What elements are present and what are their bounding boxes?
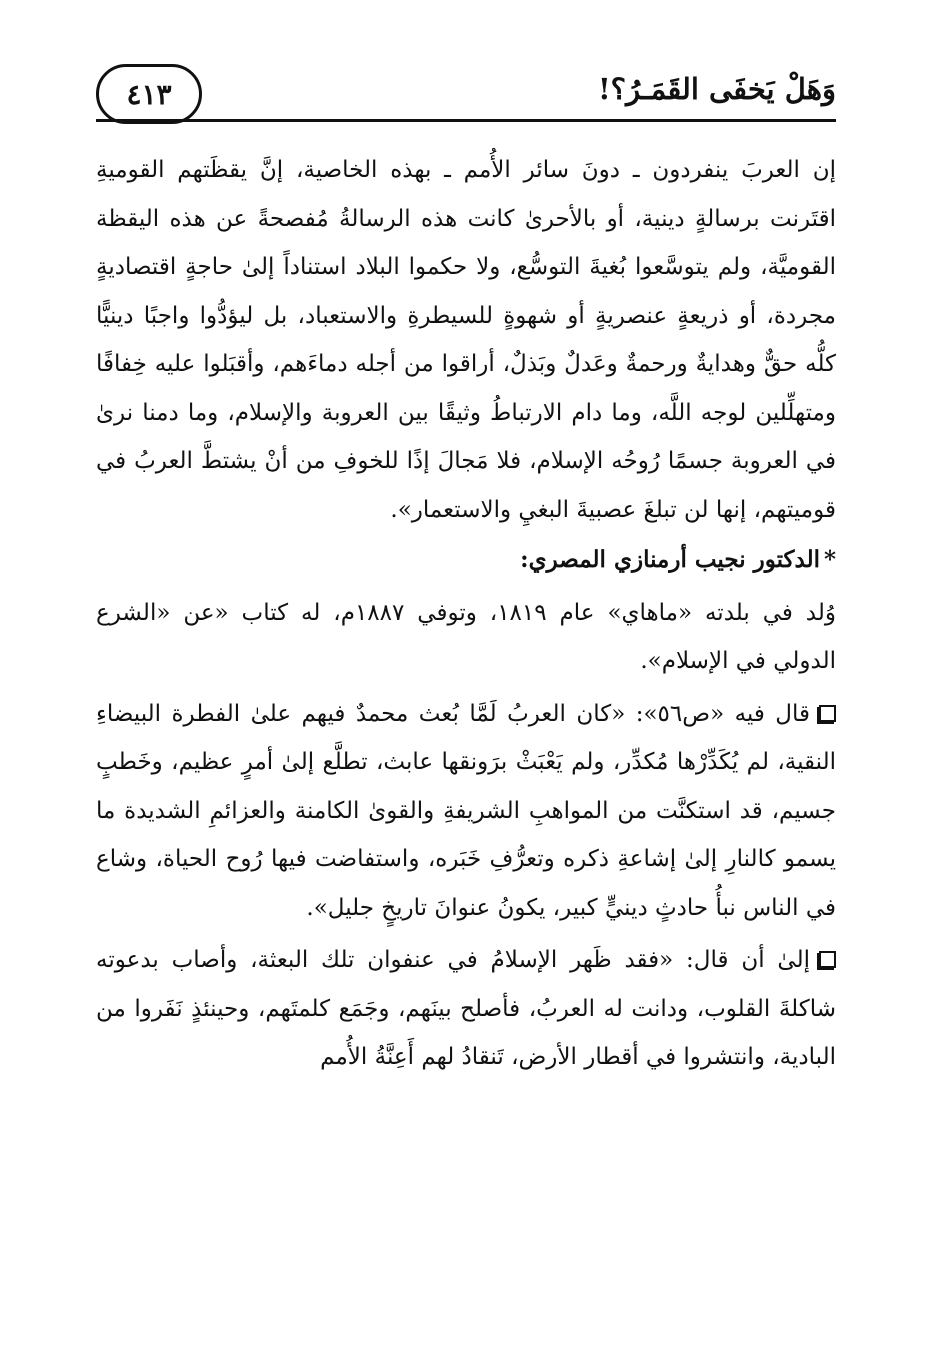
text-line: قال فيه «ص٥٦»: «كان العربُ لَمَّا بُعث محمدٌ فيهم علىٰ الفطرة (171, 700, 811, 727)
page-body (96, 146, 836, 1082)
text-line: حاجةٍ اقتصاديةٍ مجردة، أو ذريعةٍ عنصريةٍ أو شهوةٍ للسيطرةِ والاستعباد، (96, 254, 837, 329)
text-line: البغيِ والاستعمار». (390, 496, 570, 523)
text-line: عنوانَ تاريخٍ جليل». (306, 894, 491, 921)
text-line: واستفاضت فيها رُوح الحياة، وشاع في الناس نبأُ حادثٍ دينيٍّ كبير، يكونُ (96, 846, 836, 921)
square-bullet-icon (819, 705, 836, 722)
paragraph-4 (96, 936, 836, 1082)
text-line: عظيم، وخَطبٍ جسيم، قد استكنَّت من المواهبِ الشريفةِ والقوىٰ الكامنة (96, 749, 837, 824)
text-line: اقتَرنت برسالةٍ دينية، أو بالأحرىٰ كانت هذه الرسالةُ مُفصحةً عن هذه (169, 205, 836, 232)
text-line: دماءَهم، وأقبَلوا عليه خِفافًا ومتهلِّلين لوجه اللَّه، وما دام الارتباطُ وثيقًا (96, 351, 836, 426)
star-bullet-icon: * (823, 546, 836, 573)
text-line: وُلد في بلدته «ماهاي» عام ١٨١٩، وتوفي ١٨٨٧م، له كتاب «عن (183, 599, 836, 626)
text-line: مَجالَ إذًا للخوفِ من أنْ يشتطَّ العربُ في قوميتهم، إنها لن تبلغَ عصبيةَ (96, 448, 836, 523)
paragraph-1 (96, 146, 836, 534)
page-number: ٤١٣ (126, 77, 172, 111)
text-line: والعزائمِ الشديدة ما يسمو كالنارِ إلىٰ إشاعةِ ذكره وتعرُّفِ خَبَره، (96, 797, 837, 872)
text-line: إن العربَ ينفردون ـ دونَ سائر الأُمم ـ بهذه الخاصية، إنَّ يقظَتهم القوميةِ (96, 157, 836, 183)
text-line: بدعوته شاكلةَ القلوب، ودانت له العربُ، فأصلح بينَهم، وجَمَع كلمتَهم، (96, 947, 836, 1022)
page-header (96, 62, 836, 122)
header-rule (96, 119, 836, 122)
text-line: بل ليؤدُّوا واجبًا دينيًّا كلُّه حقٌّ وهدايةٌ ورحمةٌ وعَدلٌ وبَذلٌ، أراقوا من أجله (96, 302, 837, 377)
running-title: وَهَلْ يَخفَى القَمَـرُ؟! (597, 72, 836, 106)
text-line: اليقظة القوميَّة، ولم يتوسَّعوا بُغيةَ التوسُّع، ولا حكموا البلاد استناداً إلىٰ (96, 205, 837, 280)
text-line: بين العروبة والإسلام، وما دمنا نرىٰ في العروبة جسمًا رُوحُه الإسلام، فلا (96, 399, 837, 474)
page-number-badge (96, 64, 202, 124)
text-line: البيضاءِ النقية، لم يُكَدِّرْها مُكدِّر، ولم يَعْبَثْ برَونقها عابث، تطلَّع إلىٰ أمرٍ (96, 700, 836, 775)
square-bullet-icon (819, 951, 836, 968)
text-line: إلىٰ أن قال: «فقد ظَهر الإسلامُ في عنفوان تلك البعثة، وأصاب (171, 947, 810, 973)
heading-text: الدكتور نجيب أرمنازي المصري: (520, 546, 820, 573)
text-line: وحينئذٍ نَفَروا من البادية، وانتشروا في أقطار الأرض، تَنقادُ لهم أَعِنَّةُ الأُمم (96, 995, 836, 1070)
paragraph-3 (96, 690, 836, 933)
text-line: «الشرع الدولي في الإسلام». (96, 599, 836, 674)
section-heading (96, 536, 836, 585)
paragraph-2 (96, 589, 836, 686)
